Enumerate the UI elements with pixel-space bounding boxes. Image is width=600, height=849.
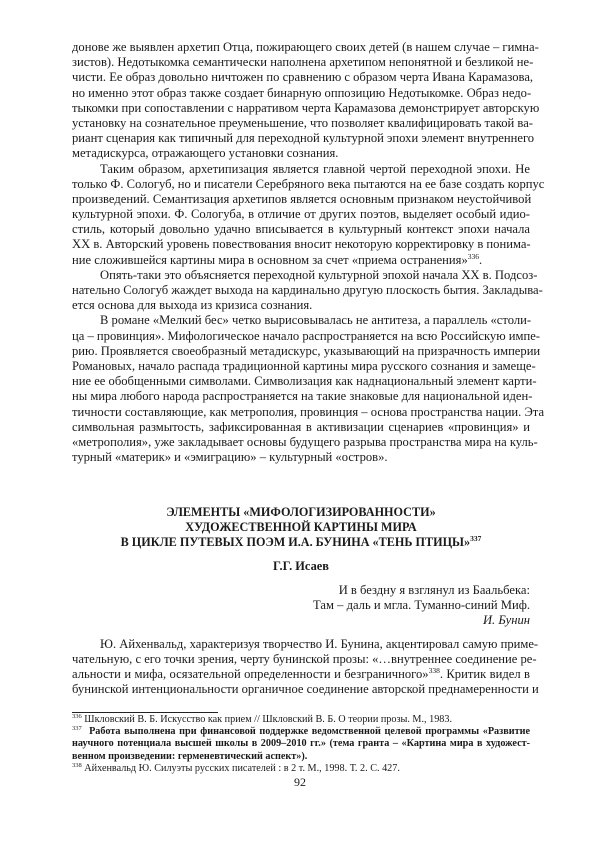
text-line xyxy=(72,667,530,682)
text-line: ние ее обобщенными символами. Символизация как наднациональный элемент карти- xyxy=(72,374,537,389)
footnote-337 xyxy=(72,726,530,738)
text-line: турный «материк» и «эмиграцию» – культурный «остров». xyxy=(72,450,388,465)
footnote-text: Работа выполнена при финансовой поддержке ведомственной целевой программы «Развитие xyxy=(89,726,530,738)
text-line: риант сценария как типичный для переходной культурной эпохи элемент внутреннего xyxy=(72,131,535,146)
footnotes xyxy=(72,714,530,775)
footnote-number: 338 xyxy=(72,761,82,769)
text-line: Ю. Айхенвальд, характеризуя творчество И. Бунина, акцентировал самую приме- xyxy=(100,637,539,651)
footnote-ref-338[interactable]: 338 xyxy=(428,666,440,675)
text-line: чисти. Ее образ довольно ничтожен по сравнению с образом черта Ивана Карамазова, xyxy=(72,70,534,85)
text-line: культурной эпохи. Ф. Сологуба, в отличие от других поэтов, выделяет особый идио- xyxy=(72,207,530,222)
text-line: «метрополия», уже закладывает основы будущего разрыва пространства мира на куль- xyxy=(72,434,538,449)
period: . xyxy=(479,252,483,267)
text-line: ется основа для выхода из кризиса сознания. xyxy=(72,298,313,313)
footnote-337-line: венном произведении: герменевтический аспект»). xyxy=(72,750,308,762)
text-line-content: ние сложившейся картины мира в основном за счет «приема остранения» xyxy=(72,252,468,267)
footnote-336 xyxy=(72,714,530,726)
text-line: рию. Проявляется своеобразный метадискурс, указывающий на призрачность империи xyxy=(72,343,541,358)
epigraph-line: И в бездну я взглянул из Баальбека: xyxy=(338,583,530,597)
text-line: ца – провинция». Мифологическое начало распространяется на всю Российскую импе- xyxy=(72,328,540,343)
text-line: Таким образом, архетипизация является главной чертой переходной эпохи. Не xyxy=(100,161,530,176)
text-line-content: альности и мифа, осязательной определенности и безграничного» xyxy=(72,667,429,681)
text-line: но именно этот образ также создает бинарную оппозицию Недотыкомке. Образ недо- xyxy=(72,85,532,100)
text-line: произведений. Семантизация архетипов является основным признаком неустойчивой xyxy=(72,191,532,206)
text-line: нательно Сологуб жаждет выхода на кардинально другую плоскость бытия. Закладыва- xyxy=(72,283,543,297)
text-line: только Ф. Сологуб, но и писатели Серебряного века пытаются на ее базе создать корпус xyxy=(72,176,545,191)
text-line: тичности составляющие, как метрополия, провинция – основа пространства нации. Эта xyxy=(72,404,545,419)
text-line: XX в. Авторский уровень повествования вносит некоторую корректировку в понима- xyxy=(72,237,531,252)
text-line: зистов). Недотыкомка семантически наполнена архетипом непонятной и безликой не- xyxy=(72,55,534,70)
text-line: метадискурса, отражающего установки сознания. xyxy=(72,146,339,161)
article-title xyxy=(72,505,530,550)
body-text-top xyxy=(72,40,545,465)
footnote-ref-336[interactable]: 336 xyxy=(467,251,479,261)
footnote-number: 337 xyxy=(72,725,82,733)
epigraph-line: Там – даль и мгла. Туманно-синий Миф. xyxy=(313,598,530,612)
footnote-338 xyxy=(72,763,530,775)
footnote-text: Шкловский В. Б. Искусство как прием // Шкловский В. Б. О теории прозы. М., 1983. xyxy=(84,714,453,725)
text-line xyxy=(72,253,530,268)
text-line: стиль, который довольно удачно вписывается в культурный контекст эпохи начала xyxy=(72,222,530,237)
epigraph xyxy=(72,583,530,628)
title-line-text: В ЦИКЛЕ ПУТЕВЫХ ПОЭМ И.А. БУНИНА «ТЕНЬ ПТИЦЫ» xyxy=(120,535,471,549)
title-line: ХУДОЖЕСТВЕННОЙ КАРТИНЫ МИРА xyxy=(185,520,417,534)
title-line xyxy=(72,535,530,550)
footnote-ref-337[interactable]: 337 xyxy=(470,534,482,543)
text-line: донове же выявлен архетип Отца, пожирающего своих детей (в нашем случае – гимна- xyxy=(72,40,539,54)
text-line: символьная размытость, зафиксированная в активизации сценариев «провинция» и xyxy=(72,419,530,434)
footnote-number: 336 xyxy=(72,713,82,720)
text-line: Опять-таки это объясняется переходной культурной эпохой начала XX в. Подсоз- xyxy=(100,267,538,282)
text-line: чательную, с его точки зрения, черту бунинской прозы: «…внутреннее соединение ре- xyxy=(72,652,537,666)
footnote-337-line: научного потенциала высшей школы в 2009–2010 гг.» (тема гранта – «Картина мира в художест- xyxy=(72,738,530,750)
text-line: ны мира любого народа распространяется на такие знаковые для национальной иден- xyxy=(72,389,533,404)
epigraph-attribution: И. Бунин xyxy=(482,613,530,627)
text-line: тыкомки при сопоставлении с нарративом черта Карамазова демонстрирует авторскую xyxy=(72,100,540,115)
footnote-text: Айхенвальд Ю. Силуэты русских писателей : в 2 т. М., 1998. Т. 2. С. 427. xyxy=(84,762,400,774)
text-line: бунинской интенциональности органичное соединение авторской преднамеренности и xyxy=(72,682,539,696)
page-number: 92 xyxy=(294,775,306,789)
article-author: Г.Г. Исаев xyxy=(273,559,329,573)
text-line-tail: . Критик видел в xyxy=(439,667,530,681)
footnote-separator xyxy=(72,712,218,713)
article-body xyxy=(72,637,539,697)
title-line: ЭЛЕМЕНТЫ «МИФОЛОГИЗИРОВАННОСТИ» xyxy=(166,505,436,519)
text-line: В романе «Мелкий бес» четко вырисовывалась не антитеза, а параллель «столи- xyxy=(100,313,532,328)
text-line: Романовых, начало распада традиционной картины мира русского сознания и замеще- xyxy=(72,358,536,373)
text-line: установку на сознательное преуменьшение, что позволяет квалифицировать такой ва- xyxy=(72,115,533,130)
